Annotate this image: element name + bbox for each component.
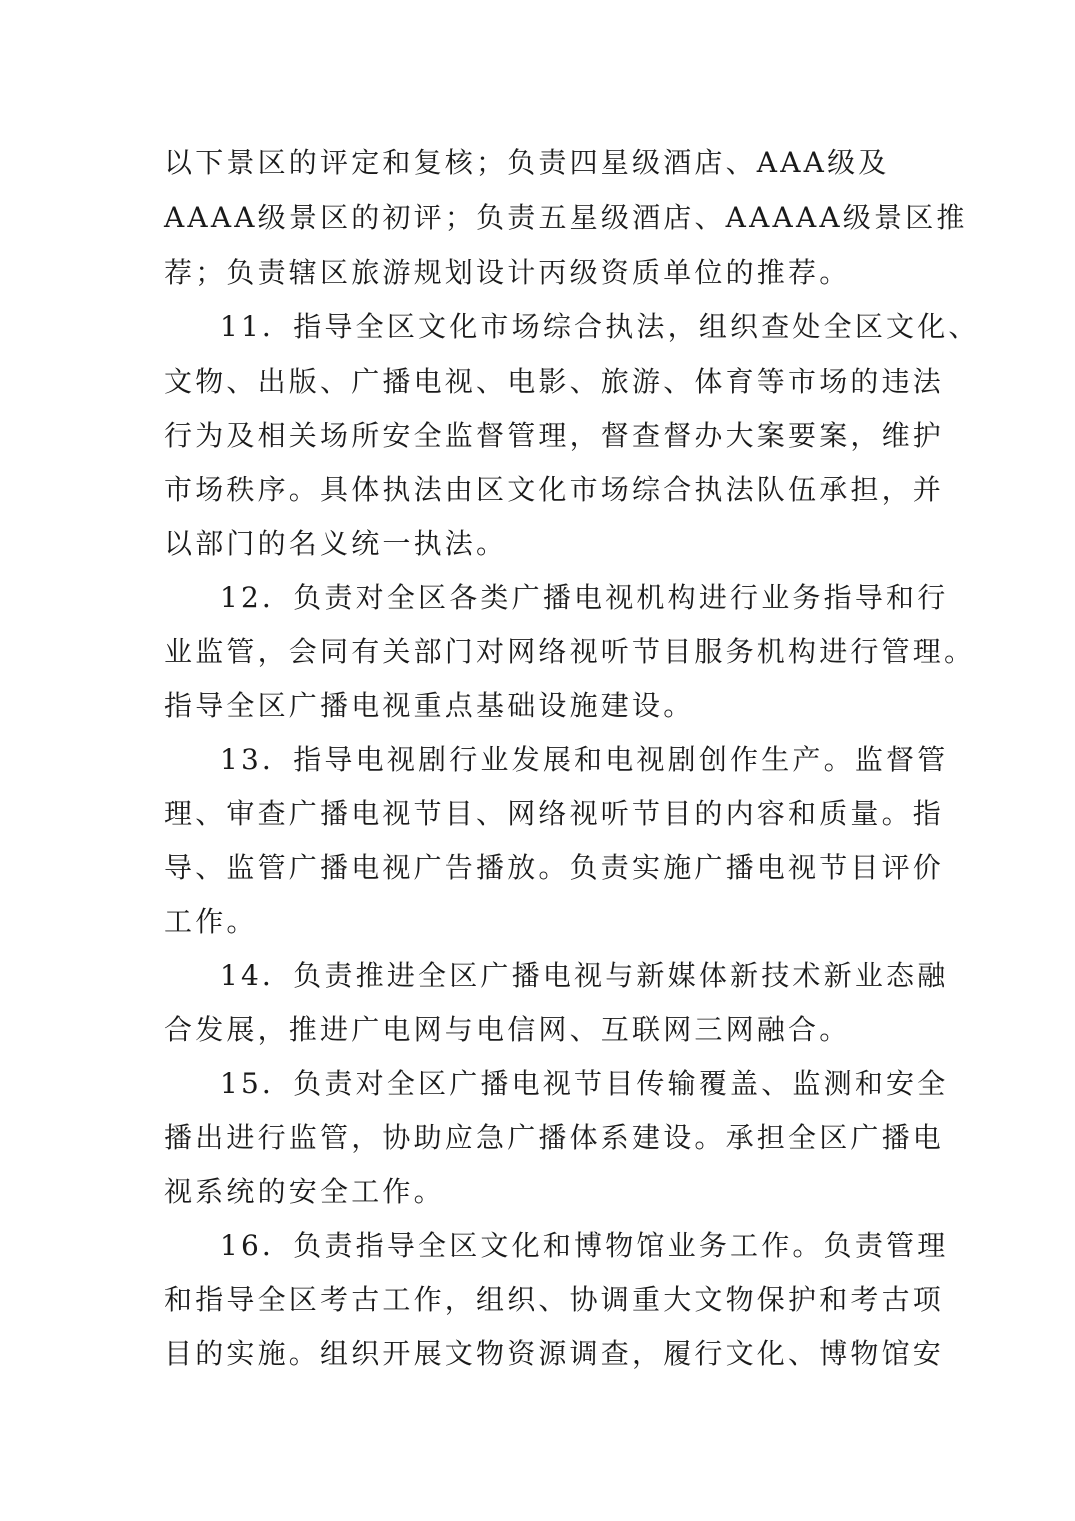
text-line: 行为及相关场所安全监督管理，督查督办大案要案，维护 — [164, 419, 945, 452]
text-line: 播出进行监管，协助应急广播体系建设。承担全区广播电 — [164, 1121, 945, 1154]
paragraph-11-first-line: 11．指导全区文化市场综合执法，组织查处全区文化、 — [220, 310, 980, 343]
text-line: 业监管，会同有关部门对网络视听节目服务机构进行管理。 — [164, 635, 976, 668]
paragraph-14-first-line: 14．负责推进全区广播电视与新媒体新技术新业态融 — [220, 959, 949, 992]
text-line: 导、监管广播电视广告播放。负责实施广播电视节目评价 — [164, 851, 945, 884]
text-line: 以部门的名义统一执法。 — [164, 527, 508, 560]
text-line: 市场秩序。具体执法由区文化市场综合执法队伍承担，并 — [164, 473, 945, 506]
text-line: 荐；负责辖区旅游规划设计丙级资质单位的推荐。 — [164, 256, 851, 289]
text-line: 以下景区的评定和复核；负责四星级酒店、AAA级及 — [164, 146, 890, 179]
text-line: 合发展，推进广电网与电信网、互联网三网融合。 — [164, 1013, 851, 1046]
paragraph-13-first-line: 13．指导电视剧行业发展和电视剧创作生产。监督管 — [220, 743, 949, 776]
text-line: 指导全区广播电视重点基础设施建设。 — [164, 689, 695, 722]
text-line: 视系统的安全工作。 — [164, 1175, 445, 1208]
text-line: AAAA级景区的初评；负责五星级酒店、AAAAA级景区推 — [164, 201, 968, 234]
paragraph-16-first-line: 16．负责指导全区文化和博物馆业务工作。负责管理 — [220, 1229, 949, 1262]
text-line: 理、审查广播电视节目、网络视听节目的内容和质量。指 — [164, 797, 945, 830]
text-line: 文物、出版、广播电视、电影、旅游、体育等市场的违法 — [164, 365, 945, 398]
text-line: 和指导全区考古工作，组织、协调重大文物保护和考古项 — [164, 1283, 945, 1316]
text-line: 目的实施。组织开展文物资源调查，履行文化、博物馆安 — [164, 1337, 945, 1370]
paragraph-12-first-line: 12．负责对全区各类广播电视机构进行业务指导和行 — [220, 581, 949, 614]
paragraph-15-first-line: 15．负责对全区广播电视节目传输覆盖、监测和安全 — [220, 1067, 949, 1100]
text-line: 工作。 — [164, 905, 258, 938]
